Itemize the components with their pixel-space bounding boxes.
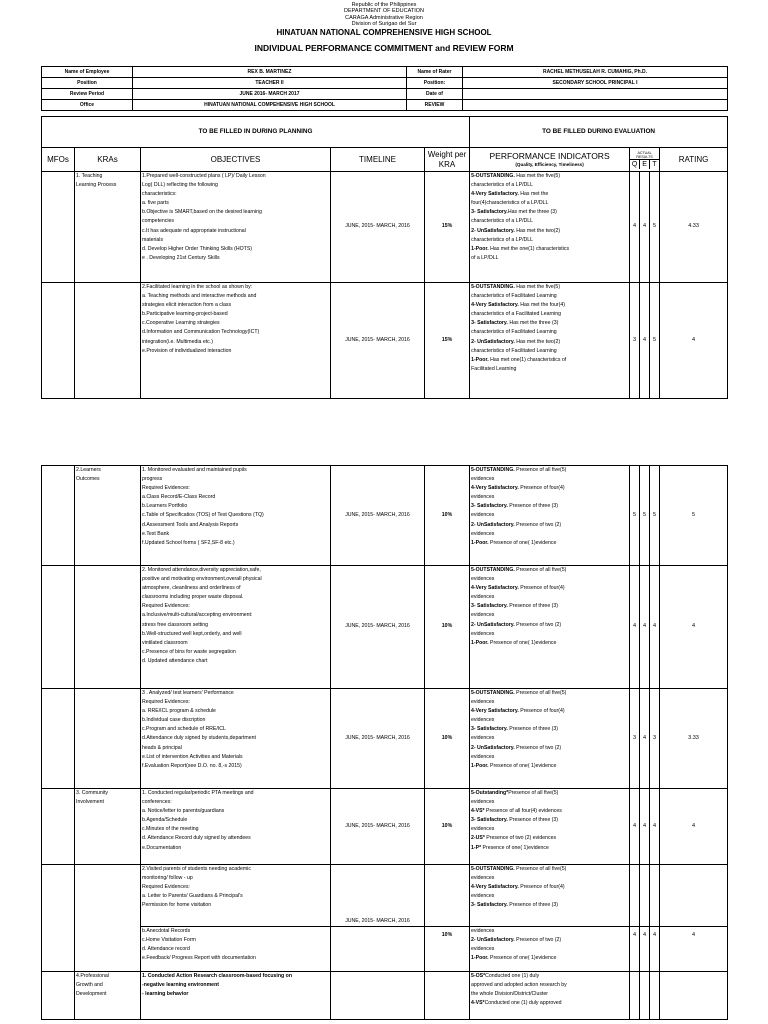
kra-row: [42, 689, 728, 789]
text-line: Required Evidences:: [142, 884, 190, 891]
timeline-cell: JUNE, 2015- MARCH, 2016: [331, 283, 425, 399]
text-line: 2.Visited parents of students needing academic: [142, 866, 251, 872]
office-label: Office: [42, 100, 133, 111]
text-line: a. RRE/ICL program & schedule: [142, 708, 216, 715]
indicator-line: 3- Satisfactory. Presence of three (3): [471, 726, 558, 733]
indicator-line: evidences: [471, 476, 495, 483]
t-cell: 4: [650, 927, 660, 972]
text-line: -negative learning environment: [142, 982, 219, 989]
mfo-cell: [42, 283, 75, 399]
timeline-cell: JUNE, 2015- MARCH, 2016: [331, 689, 425, 789]
objective-cell: [141, 927, 331, 972]
text-line: e.Feedback/ Progress Report with documentation: [142, 955, 256, 962]
kra-cell: [75, 566, 141, 689]
indicator-line: 1-Poor. Presence of one( 1)evidence: [471, 639, 557, 646]
indicator-line: 4-Very Satisfactory. Presence of four(4): [471, 708, 565, 715]
kra-row: [42, 789, 728, 865]
indicator-line: 2- UnSatisfactory. Presence of two (2): [471, 744, 562, 751]
t-cell: 4: [650, 789, 660, 865]
indicator-line: 3- Satisfactory.Has met the three (3): [471, 209, 557, 216]
text-line: progress: [142, 476, 163, 483]
indicator-line: characteristics of a Facilitated Learning: [471, 311, 562, 318]
indicator-line: 2-US* Presence of two (2) evidences: [471, 835, 557, 842]
text-line: Development: [76, 991, 107, 998]
objective-cell: [141, 566, 331, 689]
text-line: d.Attendance duly signed by students,department: [142, 735, 256, 742]
text-line: Outcomes: [76, 476, 100, 483]
text-line: d. Develop Higher Order Thinking Skills (HOTS): [142, 245, 253, 252]
text-line: Log( DLL) reflecting the following: [142, 182, 218, 189]
mfo-cell: [42, 865, 75, 972]
rating-cell: 5: [660, 466, 728, 566]
text-line: integration(i.e. Multimedia etc.): [142, 338, 213, 345]
header-line: CARAGA Administrative Region: [345, 14, 423, 21]
indicator-line: 5-OUTSTANDING. Presence of all five(5): [471, 690, 567, 696]
indicator-line: 1-Poor. Has met the one(1) characteristics: [471, 245, 570, 252]
text-line: a. Letter to Parents/ Guardians & Principal's: [142, 893, 243, 900]
objective-cell: [141, 689, 331, 789]
mfo-cell: [42, 172, 75, 283]
rater-position: SECONDARY SCHOOL PRINCIPAL I: [463, 78, 728, 89]
kra-row: [42, 172, 728, 283]
e-cell: 4: [640, 283, 650, 399]
rating-cell: 4: [660, 927, 728, 972]
text-line: e.Provision of individualized interaction: [142, 347, 232, 354]
text-line: b.Learners Portfolio: [142, 503, 188, 510]
weight-header: Weight per KRA: [425, 148, 470, 172]
indicator-line: characteristics of Facilitated Learning: [471, 293, 557, 300]
rating-cell: 4.33: [660, 172, 728, 283]
text-line: Growth and: [76, 982, 103, 989]
indicator-line: evidences: [471, 594, 495, 601]
indicator-line: approved and adopted action research by: [471, 982, 567, 989]
text-line: 2.Facilitated learning in the school as shown by:: [142, 284, 253, 290]
mfo-cell: [42, 972, 75, 1020]
indicator-line: evidences: [471, 530, 495, 537]
text-line: materials: [142, 236, 164, 243]
form-title: INDIVIDUAL PERFORMANCE COMMITMENT and REVIEW FORM: [254, 43, 514, 54]
kra-cell: [75, 172, 141, 283]
indicator-line: evidences: [471, 875, 495, 882]
indicator-line: 1-Poor. Presence of one( 1)evidence: [471, 955, 557, 962]
text-line: 1. Monitored evaluated and maintained pupils: [142, 467, 247, 473]
indicator-line: 1-Poor. Presence of one( 1)evidence: [471, 762, 557, 769]
text-line: classrooms including proper waste disposal.: [142, 594, 244, 601]
text-line: a. Teaching methods and interactive methods and: [142, 293, 257, 300]
indicator-line: evidences: [471, 753, 495, 760]
rater-name: RACHEL METHUSELAH R. CUMAHIG, Ph.D.: [463, 67, 728, 78]
review-value: [463, 100, 728, 111]
timeline-cell: JUNE, 2015- MARCH, 2016: [331, 865, 425, 927]
text-line: d. Attendance Record duly signed by attendees: [142, 835, 251, 842]
date-value: [463, 89, 728, 100]
text-line: e.Documentation: [142, 844, 182, 851]
indicator-line: four(4)characteristics of a LP/DLL: [471, 200, 549, 207]
indicators-header: PERFORMANCE INDICATORS (Quality, Efficiency, Timeliness): [470, 148, 630, 172]
text-line: a. Notice/letter to parents/guardians: [142, 808, 225, 815]
employee-label: Name of Employee: [42, 67, 133, 78]
indicator-line: of a LP/DLL: [471, 254, 499, 261]
weight-cell: 10%: [425, 566, 470, 689]
text-line: Required Evidences:: [142, 485, 190, 492]
indicator-line: 4-Very Satisfactory. Has met the four(4): [471, 302, 565, 309]
q-cell: 3: [630, 689, 640, 789]
office-value: HINATUAN NATIONAL COMPEHENSIVE HIGH SCHOOL: [133, 100, 407, 111]
objective-cell: [141, 972, 331, 1020]
school-name: HINATUAN NATIONAL COMPREHENSIVE HIGH SCHOOL: [276, 28, 492, 38]
kra-cell: [75, 466, 141, 566]
objective-cell: [141, 466, 331, 566]
objective-cell: [141, 789, 331, 865]
timeline-cell: JUNE, 2015- MARCH, 2016: [331, 466, 425, 566]
position-value: TEACHER II: [133, 78, 407, 89]
text-line: heads & principal: [142, 744, 182, 751]
q-cell: 5: [630, 466, 640, 566]
weight-cell: 10%: [425, 466, 470, 566]
commitment-table-page1: [41, 116, 728, 399]
header-line: DEPARTMENT OF EDUCATION: [344, 8, 424, 15]
text-line: d.Assessment Tools and Analysis Reports: [142, 521, 239, 528]
date-label: Date of: [407, 89, 463, 100]
planning-header: TO BE FILLED IN DURING PLANNING: [42, 117, 470, 148]
kra-row: [42, 566, 728, 689]
indicator-line: 4-Very Satisfactory. Has met the: [471, 191, 549, 198]
weight-cell: 15%: [425, 283, 470, 399]
indicator-line: evidences: [471, 799, 495, 806]
q-cell: [630, 865, 640, 927]
t-cell: [650, 972, 660, 1020]
indicators-cell: [470, 927, 630, 972]
kra-row-split-b: [42, 927, 728, 972]
text-line: d. Attendance record: [142, 946, 190, 953]
position-label: Position: [42, 78, 133, 89]
mfo-cell: [42, 689, 75, 789]
t-cell: 5: [650, 172, 660, 283]
indicator-line: 4-VS* Presence of all four(4) evidences: [471, 808, 562, 815]
q-cell: [630, 972, 640, 1020]
indicator-line: 3- Satisfactory. Presence of three (3): [471, 817, 558, 824]
objective-cell: [141, 172, 331, 283]
text-line: 3 . Analyzed/ test learners' Performance: [142, 690, 234, 696]
text-line: 2. Monitored attendance,diversity appreciation,safe,: [142, 567, 261, 573]
t-cell: [650, 865, 660, 927]
indicator-line: 5-OUTSTANDING. Has met the five(5): [471, 284, 561, 290]
mfo-cell: [42, 566, 75, 689]
indicator-line: 2- UnSatisfactory. Presence of two (2): [471, 621, 562, 628]
t-cell: 4: [650, 566, 660, 689]
timeline-cell: [331, 927, 425, 972]
indicator-line: evidences: [471, 928, 495, 934]
e-cell: [640, 972, 650, 1020]
info-table: [41, 66, 728, 111]
header-line: Division of Surigao del Sur: [351, 20, 417, 27]
kras-header: KRAs: [75, 148, 141, 172]
indicator-line: 2- UnSatisfactory. Has met the two(2): [471, 338, 561, 345]
indicator-line: evidences: [471, 512, 495, 519]
header-line: Republic of the Philippines: [351, 2, 417, 8]
text-line: c.It has adequate nd appropriate instructional: [142, 227, 246, 234]
indicator-line: evidences: [471, 494, 495, 501]
period-label: Review Period: [42, 89, 133, 100]
kra-cell: [75, 789, 141, 865]
indicator-line: characteristics of a LP/DLL: [471, 218, 534, 225]
indicator-line: the whole Division/District/Cluster: [471, 991, 548, 998]
kra-row: [42, 972, 728, 1020]
text-line: d. Updated attendance chart: [142, 657, 208, 664]
kra-row: [42, 466, 728, 566]
text-line: 2.Learners: [76, 467, 101, 473]
weight-cell: 10%: [425, 689, 470, 789]
text-line: e.List of intervention Activities and Materials: [142, 753, 243, 760]
rating-cell: 4: [660, 566, 728, 689]
indicator-line: evidences: [471, 946, 495, 953]
t-cell: 5: [650, 283, 660, 399]
kra-cell: [75, 283, 141, 399]
q-cell: 4: [630, 566, 640, 689]
rating-header: RATING: [660, 148, 728, 172]
rater-position-label: Position:: [407, 78, 463, 89]
indicator-line: 4-Very Satisfactory. Presence of four(4): [471, 884, 565, 891]
rating-cell: 4: [660, 789, 728, 865]
text-line: characteristics:: [142, 191, 177, 198]
indicator-line: characteristics of a LP/DLL: [471, 182, 534, 189]
text-line: Permission for home visitation: [142, 902, 212, 909]
text-line: e . Developing 21st Century Skills: [142, 254, 220, 261]
indicators-cell: [470, 689, 630, 789]
q-cell: 4: [630, 927, 640, 972]
indicator-line: 5-OUTSTANDING. Has met the five(5): [471, 173, 561, 179]
t-cell: 5: [650, 466, 660, 566]
indicator-line: 1-Poor. Presence of one( 1)evidence: [471, 539, 557, 546]
q-header: Q: [630, 160, 640, 169]
indicator-line: 3- Satisfactory. Presence of three (3): [471, 503, 558, 510]
indicator-line: Facilitated Learning: [471, 365, 517, 372]
timeline-cell: JUNE, 2015- MARCH, 2016: [331, 172, 425, 283]
objectives-header: OBJECTIVES: [141, 148, 331, 172]
weight-cell: [425, 865, 470, 927]
text-line: conferences:: [142, 799, 172, 806]
indicators-cell: [470, 172, 630, 283]
review-label: REVIEW: [407, 100, 463, 111]
e-cell: 4: [640, 566, 650, 689]
timeline-cell: JUNE, 2015- MARCH, 2016: [331, 566, 425, 689]
indicator-line: evidences: [471, 699, 495, 706]
text-line: Required Evidences:: [142, 603, 190, 610]
weight-cell: 15%: [425, 172, 470, 283]
q-cell: 4: [630, 789, 640, 865]
indicators-cell: [470, 283, 630, 399]
e-cell: [640, 865, 650, 927]
t-cell: 3: [650, 689, 660, 789]
text-line: competencies: [142, 218, 175, 225]
q-cell: 3: [630, 283, 640, 399]
text-line: a. five parts: [142, 200, 169, 207]
indicator-line: evidences: [471, 612, 495, 619]
text-line: c.Presence of bins for waste segregation: [142, 648, 236, 655]
text-line: c.Home Visitation Form: [142, 937, 196, 944]
text-line: 3. Community: [76, 790, 108, 796]
indicator-line: 3- Satisfactory. Presence of three (3): [471, 603, 558, 610]
indicator-line: 5-OUTSTANDING. Presence of all five(5): [471, 467, 567, 473]
mfo-cell: [42, 466, 75, 566]
text-line: 1. Teaching: [76, 173, 103, 179]
text-line: 1. Conducted Action Research classroom-based focusing on: [142, 973, 292, 979]
weight-cell: 10%: [425, 789, 470, 865]
text-line: strategies elicit interaction from a class: [142, 302, 232, 309]
text-line: b.Agenda/Schedule: [142, 817, 188, 824]
rater-label: Name of Rater: [407, 67, 463, 78]
e-cell: 4: [640, 172, 650, 283]
indicator-line: evidences: [471, 630, 495, 637]
evaluation-header: TO BE FILLED DURING EVALUATION: [470, 117, 728, 148]
weight-cell: [425, 972, 470, 1020]
text-line: positive and motivating environment,overall physical: [142, 576, 262, 583]
indicator-line: 2- UnSatisfactory. Has met the two(2): [471, 227, 561, 234]
e-cell: 4: [640, 689, 650, 789]
text-line: b.Well-structured well kept,orderly, and well: [142, 630, 242, 637]
indicator-line: evidences: [471, 717, 495, 724]
indicator-line: characteristics of a LP/DLL: [471, 236, 534, 243]
text-line: Learning Process: [76, 182, 117, 189]
text-line: 1.Prepared well-constructed plans ( LP)/ Daily Lesson: [142, 173, 266, 179]
actual-results-header: ACTUAL RESULTS Q E T: [630, 148, 660, 172]
text-line: b.Individual case discription: [142, 717, 206, 724]
indicator-line: 4-Very Satisfactory. Presence of four(4): [471, 585, 565, 592]
text-line: Involvement: [76, 799, 104, 806]
text-line: 1. Conducted regular/periodic PTA meetings and: [142, 790, 254, 796]
kra-cell: [75, 865, 141, 972]
indicator-line: 3- Satisfactory. Presence of three (3): [471, 902, 558, 909]
text-line: c.Cooperative Learning strategies: [142, 320, 220, 327]
rating-cell: 3.33: [660, 689, 728, 789]
indicator-line: evidences: [471, 893, 495, 900]
indicator-line: characteristics of Facilitated Learning: [471, 329, 557, 336]
text-line: f.Evaluation Report(see D.O. no. 8,-s 2015): [142, 762, 242, 769]
indicators-cell: [470, 865, 630, 927]
text-line: atmosphere, cleanliness and orderliness of: [142, 585, 241, 592]
objective-cell: [141, 283, 331, 399]
text-line: b.Participative learning-project-based: [142, 311, 228, 318]
period-value: JUNE 2016- MARCH 2017: [133, 89, 407, 100]
indicator-line: characteristics of Facilitated Learning: [471, 347, 557, 354]
indicator-line: 1-P* Presence of one( 1)evidence: [471, 844, 549, 851]
t-header: T: [652, 160, 657, 168]
text-line: vintilated classroom: [142, 639, 188, 646]
commitment-table-page2: [41, 465, 728, 1020]
kra-cell: [75, 972, 141, 1020]
text-line: - learning behavior: [142, 991, 189, 998]
kra-row: [42, 283, 728, 399]
q-cell: 4: [630, 172, 640, 283]
text-line: a.Inclusive/multi-cultural/accepting environment:: [142, 612, 253, 619]
e-cell: 4: [640, 789, 650, 865]
text-line: b.Anecdotal Records: [142, 928, 191, 934]
indicator-line: 1-Poor. Has met one(1) characteristics of: [471, 356, 567, 363]
kra-cell: [75, 689, 141, 789]
indicator-line: evidences: [471, 735, 495, 742]
indicators-cell: [470, 466, 630, 566]
e-cell: 4: [640, 927, 650, 972]
text-line: monitoring/ follow - up: [142, 875, 193, 882]
text-line: c.Program and schedule of RRE/ICL: [142, 726, 226, 733]
mfos-header: MFOs: [42, 148, 75, 172]
indicator-line: evidences: [471, 576, 495, 583]
rating-cell: [660, 972, 728, 1020]
weight-cell: 10%: [425, 927, 470, 972]
indicator-line: 2- UnSatisfactory. Presence of two (2): [471, 521, 562, 528]
text-line: a.Class Record/E-Class Record: [142, 494, 216, 501]
text-line: Required Evidences:: [142, 699, 190, 706]
indicator-line: 5-OUTSTANDING. Presence of all five(5): [471, 567, 567, 573]
indicators-cell: [470, 789, 630, 865]
e-cell: 5: [640, 466, 650, 566]
kra-row-split: [42, 865, 728, 927]
text-line: e.Test Bank: [142, 530, 170, 537]
objective-cell: [141, 865, 331, 927]
mfo-cell: [42, 789, 75, 865]
timeline-cell: [331, 972, 425, 1020]
indicator-line: 4-VS*Conducted one (1) duly approved: [471, 1000, 562, 1007]
timeline-header: TIMELINE: [331, 148, 425, 172]
employee-name: REX B. MARTINEZ: [133, 67, 407, 78]
indicator-line: 2- UnSatisfactory. Presence of two (2): [471, 937, 562, 944]
indicator-line: evidences: [471, 826, 495, 833]
indicators-cell: [470, 972, 630, 1020]
text-line: b.Objective is SMART,based on the desired learning: [142, 209, 262, 216]
text-line: c.Minutes of the meeting: [142, 826, 199, 833]
text-line: d.Information and Communication Technology(ICT): [142, 329, 260, 336]
text-line: stress free classroom setting: [142, 621, 209, 628]
rating-cell: 4: [660, 283, 728, 399]
text-line: 4.Professional: [76, 973, 109, 979]
rating-cell: [660, 865, 728, 927]
text-line: f.Updated School forms ( SF2,SF-8 etc.): [142, 539, 235, 546]
indicator-line: 4-Very Satisfactory. Presence of four(4): [471, 485, 565, 492]
indicator-line: 5-Outstanding*Presence of all five(5): [471, 790, 559, 796]
indicator-line: 5-OS*Conducted one (1) duly: [471, 973, 540, 979]
text-line: c.Table of Specificatios (TOS) of Test Questions (TQ): [142, 512, 264, 519]
e-header: E: [640, 160, 650, 169]
indicator-line: 3- Satisfactory. Has met the three (3): [471, 320, 559, 327]
timeline-cell: JUNE, 2015- MARCH, 2016: [331, 789, 425, 865]
indicator-line: 5-OUTSTANDING. Presence of all five(5): [471, 866, 567, 872]
indicators-cell: [470, 566, 630, 689]
